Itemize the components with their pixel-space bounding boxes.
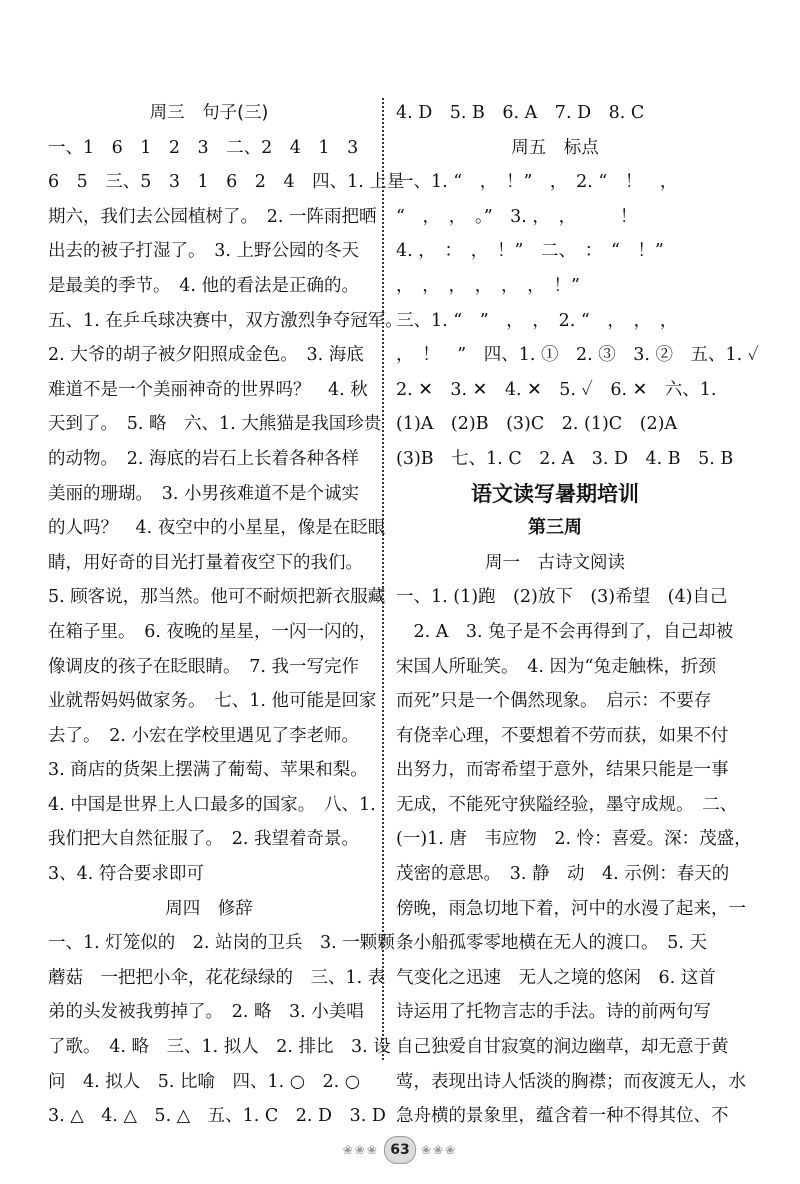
answer-line: 一、1 6 1 2 3 二、2 4 1 3 [48, 137, 359, 158]
answer-line: 一、1. “ ， ！” ， 2. “ ！ ， [396, 172, 678, 193]
answer-line: 的人吗？ 4. 夜空中的小星星，像是在眨眼 [48, 518, 386, 539]
column-divider [382, 98, 384, 1060]
answer-line: 美丽的珊瑚。 3. 小男孩难道不是个诚实 [48, 483, 360, 504]
answer-line: 在箱子里。 6. 夜晚的星星，一闪一闪的， [48, 621, 377, 642]
footer-decoration-left: ❀❀❀ [342, 1142, 379, 1157]
answer-line: 的动物。 2. 海底的岩石上长着各种各样 [48, 448, 360, 469]
answer-line: 去了。 2. 小宏在学校里遇见了李老师。 [48, 725, 360, 746]
answer-line: 出努力，而寄希望于意外，结果只能是一事 [396, 760, 729, 781]
answer-line: 了歌。 4. 略 三、1. 拟人 2. 排比 3. 设 [48, 1037, 391, 1058]
answer-line: 莺，表现出诗人恬淡的胸襟；而夜渡无人，水 [396, 1071, 746, 1092]
answer-line: 睛，用好奇的目光打量着夜空下的我们。 [48, 552, 363, 573]
answer-line: 弟的头发被我剪掉了。 2. 略 3. 小美唱 [48, 1002, 364, 1023]
page-number: 63 [384, 1136, 416, 1164]
answer-line: 出去的被子打湿了。 3. 上野公园的冬天 [48, 241, 360, 262]
answer-line: 2. 大爷的胡子被夕阳照成金色。 3. 海底 [48, 345, 364, 366]
answer-line: (1)A (2)B (3)C 2. (1)C (2)A [396, 414, 678, 435]
footer-decoration-right: ❀❀❀ [421, 1142, 458, 1157]
answer-line: (一)1. 唐 韦应物 2. 怜：喜爱。深：茂盛， [396, 829, 752, 850]
answer-line: 无成，不能死守狭隘经验，墨守成规。 二、 [396, 794, 738, 815]
answer-line: ， ！ ” 四、1. ① 2. ③ 3. ② 五、1. ✓ [396, 345, 760, 366]
answer-line: 诗运用了托物言志的手法。诗的前两句写 [396, 1002, 711, 1023]
answer-line: 有侥幸心理，不要想着不劳而获，如果不付 [396, 725, 729, 746]
answer-line: 难道不是一个美丽神奇的世界吗？ 4. 秋 [48, 379, 368, 400]
answer-line: 而死”只是一个偶然现象。 启示：不要存 [396, 691, 712, 712]
answer-line: 4. 中国是世界上人口最多的国家。 八、1. [48, 794, 376, 815]
answer-line: 一、1. (1)跑 (2)放下 (3)希望 (4)自己 [396, 587, 728, 608]
answer-line: 问 4. 拟人 5. 比喻 四、1. ○ 2. ○ [48, 1071, 361, 1092]
answer-line: 茂密的意思。 3. 静 动 4. 示例：春天的 [396, 864, 730, 885]
heading-text: 周五 标点 [511, 137, 599, 158]
left-column [48, 96, 405, 1134]
answer-line: (3)B 七、1. C 2. A 3. D 4. B 5. B [396, 448, 734, 469]
answer-line: 条小船孤零零地横在无人的渡口。 5. 天 [396, 933, 708, 954]
heading-text: 周一 古诗文阅读 [485, 552, 625, 573]
answer-line: 我们把大自然征服了。 2. 我望着奇景。 [48, 829, 360, 850]
answer-line: 三、1. “ ” ， ， 2. “ ， ， ， [396, 310, 678, 331]
answer-line: 蘑菇 一把把小伞，花花绿绿的 三、1. 表 [48, 967, 386, 988]
answer-line: 5. 顾客说，那当然。他可不耐烦把新衣服藏 [48, 587, 386, 608]
answer-line: 业就帮妈妈做家务。 七、1. 他可能是回家 [48, 691, 377, 712]
answer-line: 是最美的季节。 4. 他的看法是正确的。 [48, 275, 360, 296]
answer-line: 五、1. 在乒乓球决赛中，双方激烈争夺冠军。 [48, 310, 403, 331]
answer-line: 像调皮的孩子在眨眼睛。 7. 我一写完作 [48, 656, 360, 677]
answer-line: 4. D 5. B 6. A 7. D 8. C [396, 103, 645, 123]
answer-line: 宋国人所耻笑。 4. 因为“兔走触株，折颈 [396, 656, 716, 677]
answer-line: 气变化之迅速 无人之境的悠闲 6. 这首 [396, 967, 716, 988]
answer-line: 天到了。 5. 略 六、1. 大熊猫是我国珍贵 [48, 414, 382, 435]
answer-line: 4. ， ： ， ！” 二、 ： “ ！” [396, 241, 664, 262]
answer-line: “ ， ， 。” 3. ， ， ！ [396, 206, 638, 227]
answer-line: 2. ✕ 3. ✕ 4. ✕ 5. ✓ 6. ✕ 六、1. [396, 379, 717, 400]
answer-line: 6 5 三、5 3 1 6 2 4 四、1. 上星 [48, 172, 405, 193]
answer-line: 3. 商店的货架上摆满了葡萄、苹果和梨。 [48, 760, 368, 781]
answer-line: 3、4. 符合要求即可 [48, 864, 204, 885]
answer-line: 一、1. 灯笼似的 2. 站岗的卫兵 3. 一颗颗 [48, 933, 395, 954]
heading-text: 周三 句子(三) [149, 103, 269, 123]
answer-line: 3. △ 4. △ 5. △ 五、1. C 2. D 3. D [48, 1106, 386, 1127]
answer-line: ， ， ， ， ， ， ！” [396, 275, 580, 296]
answer-line: 急舟横的景象里，蕴含着一种不得其位、不 [396, 1106, 729, 1127]
right-column [396, 96, 760, 1134]
answer-line: 2. A 3. 兔子是不会再得到了，自己却被 [396, 621, 734, 642]
answer-line: 傍晚，雨急切地下着，河中的水漫了起来，一 [396, 898, 746, 919]
answer-line: 自己独爱自甘寂寞的涧边幽草，却无意于黄 [396, 1037, 729, 1058]
answer-line: 期六，我们去公园植树了。 2. 一阵雨把晒 [48, 206, 377, 227]
heading-text: 周四 修辞 [165, 898, 253, 919]
page-number-footer [0, 1136, 800, 1164]
title-text: 语文读写暑期培训 [471, 481, 639, 506]
subtitle-text: 第三周 [528, 517, 582, 539]
